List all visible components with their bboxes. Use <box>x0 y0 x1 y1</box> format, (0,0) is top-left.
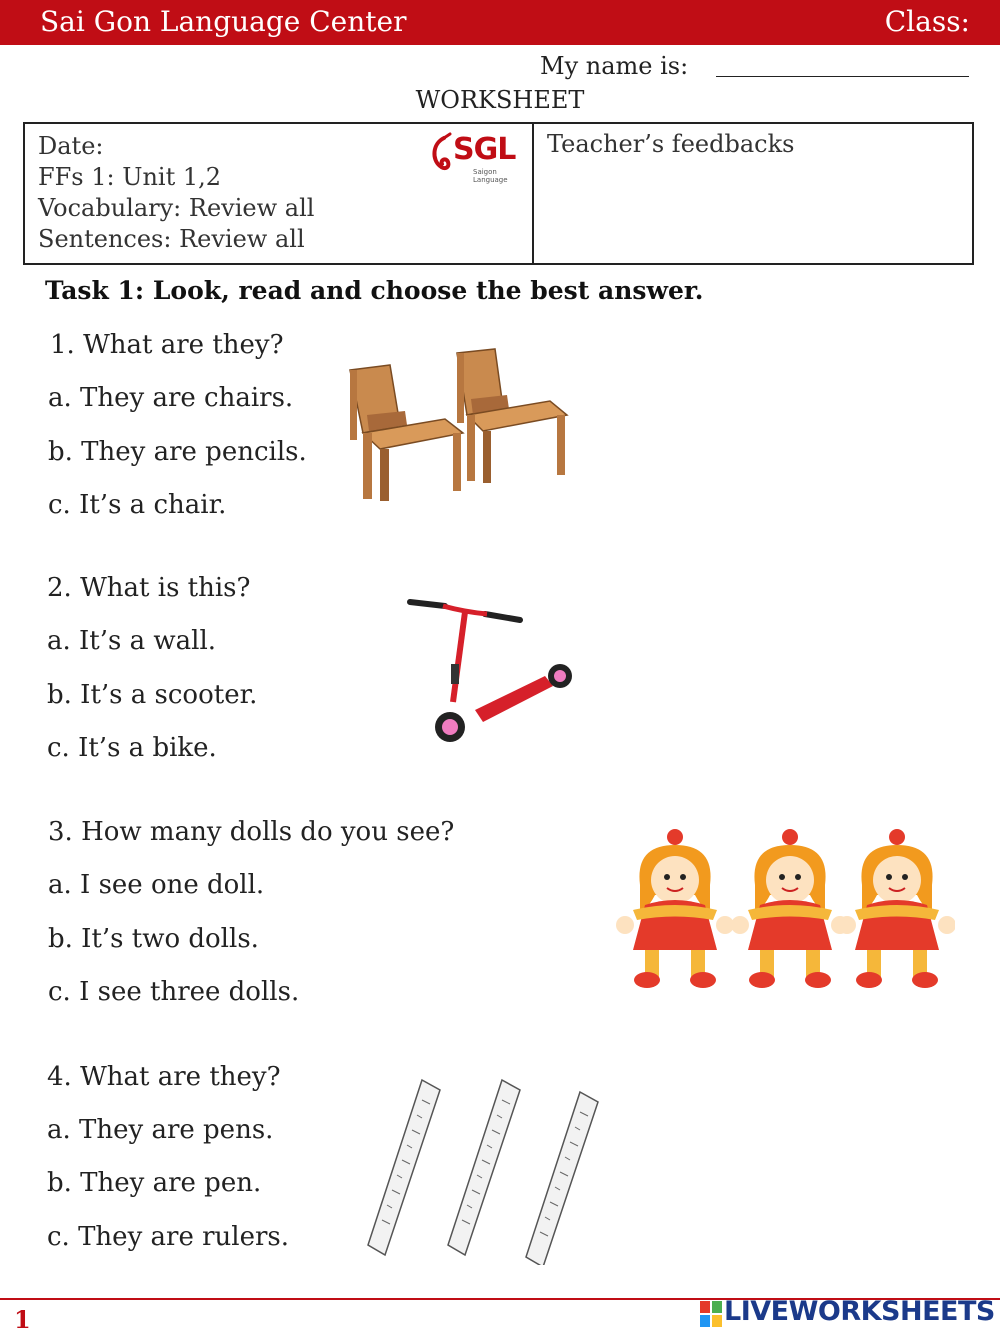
sgl-logo-subtext: Saigon Language <box>473 168 508 184</box>
q4-option-c[interactable]: c. They are rulers. <box>47 1222 290 1252</box>
q3-option-a[interactable]: a. I see one doll. <box>48 870 265 900</box>
info-box <box>23 122 974 265</box>
chairs-image <box>345 345 575 505</box>
name-input-line[interactable] <box>716 76 969 77</box>
sgl-logo-text: SGL <box>453 132 516 167</box>
dolls-image <box>605 825 955 995</box>
info-date: Date: <box>38 132 104 160</box>
q2-option-a[interactable]: a. It’s a wall. <box>47 626 217 656</box>
question-4: 4. What are they? <box>47 1062 281 1092</box>
center-name: Sai Gon Language Center <box>40 5 407 38</box>
q3-option-b[interactable]: b. It’s two dolls. <box>48 924 259 954</box>
q2-option-c[interactable]: c. It’s a bike. <box>47 733 217 763</box>
q1-option-b[interactable]: b. They are pencils. <box>48 437 307 467</box>
page-number: 1 <box>14 1305 31 1334</box>
liveworksheets-logo-icon <box>700 1301 722 1327</box>
task-title: Task 1: Look, read and choose the best answer. <box>45 276 704 305</box>
q1-option-c[interactable]: c. It’s a chair. <box>48 490 227 520</box>
q2-option-b[interactable]: b. It’s a scooter. <box>47 680 258 710</box>
q4-option-b[interactable]: b. They are pen. <box>47 1168 262 1198</box>
question-1: 1. What are they? <box>50 330 284 360</box>
question-2: 2. What is this? <box>47 573 251 603</box>
scooter-image <box>405 592 580 752</box>
info-unit: FFs 1: Unit 1,2 <box>38 163 222 191</box>
q1-option-a[interactable]: a. They are chairs. <box>48 383 294 413</box>
name-label: My name is: <box>540 52 689 80</box>
liveworksheets-brand[interactable]: LIVEWORKSHEETS <box>724 1296 995 1327</box>
question-3: 3. How many dolls do you see? <box>48 817 455 847</box>
class-label: Class: <box>884 5 970 38</box>
worksheet-title: WORKSHEET <box>415 86 585 114</box>
info-left-cell <box>25 124 534 263</box>
info-sentences: Sentences: Review all <box>38 225 305 253</box>
rulers-image <box>360 1075 640 1265</box>
feedback-label: Teacher’s feedbacks <box>547 130 795 158</box>
q4-option-a[interactable]: a. They are pens. <box>47 1115 274 1145</box>
info-vocabulary: Vocabulary: Review all <box>38 194 315 222</box>
header-bar <box>0 0 1000 45</box>
q3-option-c[interactable]: c. I see three dolls. <box>48 977 300 1007</box>
